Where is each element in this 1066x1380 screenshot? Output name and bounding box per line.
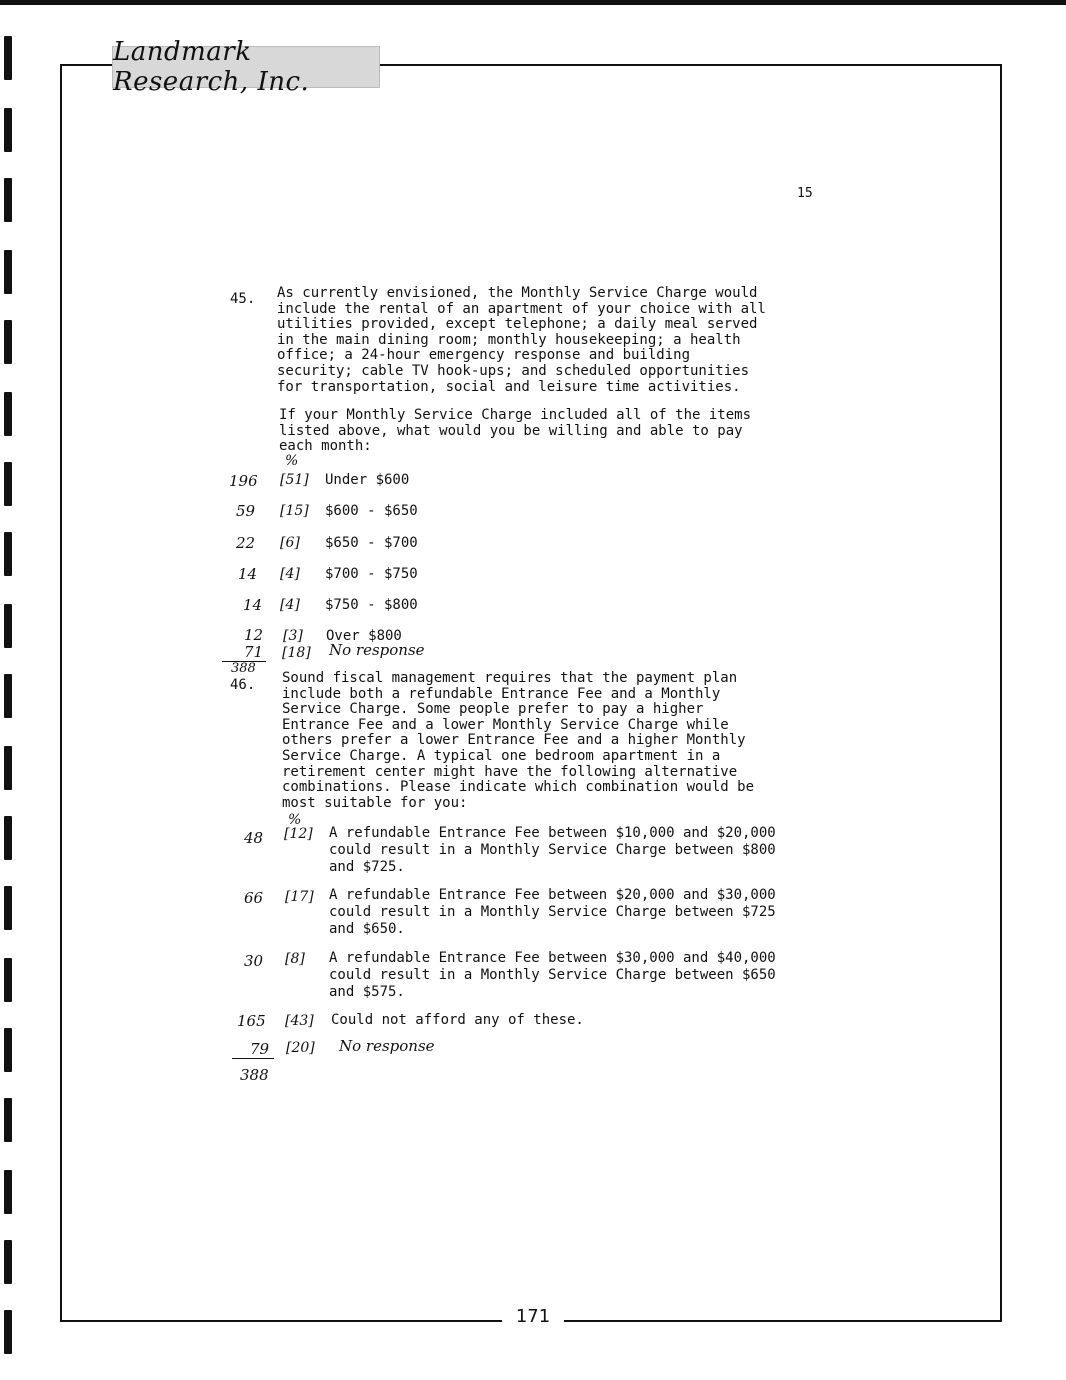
question-number: 46. (230, 677, 256, 693)
response-option: A refundable Entrance Fee between $30,000 and $40,000 could result in a Monthly Service Charge between $650 and $575. (329, 950, 776, 1000)
response-percent: [43] (285, 1013, 314, 1029)
response-option: A refundable Entrance Fee between $20,000 and $30,000 could result in a Monthly Service Charge between $725 and $650. (329, 887, 776, 937)
response-option: $700 - $750 (325, 566, 418, 582)
response-percent: [8] (285, 951, 305, 967)
response-option: No response (329, 641, 425, 659)
page-number: 15 (797, 186, 813, 201)
binding-hole (4, 1310, 12, 1354)
response-count: 22 (236, 534, 256, 552)
response-count: 66 (244, 889, 264, 907)
binding-hole (4, 320, 12, 364)
response-option: $650 - $700 (325, 535, 418, 551)
percent-header: % (288, 812, 302, 828)
binding-hole (4, 1170, 12, 1214)
response-percent: [4] (280, 566, 300, 582)
response-option: A refundable Entrance Fee between $10,000 and $20,000 could result in a Monthly Service Charge between $800 and $725. (329, 825, 776, 875)
binding-hole (4, 674, 12, 718)
binding-hole (4, 532, 12, 576)
binding-hole (4, 250, 12, 294)
response-count: 196 (229, 472, 258, 490)
question-text: As currently envisioned, the Monthly Service Charge would include the rental of an apartment of your choice with all utilities provided, except telephone; a daily meal served in the main dining room; monthly housekeeping; a health office; a 24-hour emergency response and building security; cable TV hook-ups; and scheduled opportunities for transportation, social and leisure time activities. (277, 285, 766, 395)
response-total: 388 (240, 1066, 269, 1084)
response-percent: [4] (280, 597, 300, 613)
footer-page-number: 171 (502, 1306, 564, 1332)
binding-hole (4, 1240, 12, 1284)
binding-hole (4, 958, 12, 1002)
binding-hole (4, 392, 12, 436)
response-percent: [51] (280, 472, 309, 488)
response-option: Under $600 (325, 472, 410, 488)
response-option: Could not afford any of these. (331, 1012, 584, 1028)
binding-hole (4, 108, 12, 152)
response-percent: [3] (283, 628, 303, 644)
response-percent: [20] (286, 1040, 315, 1056)
response-percent: [12] (284, 826, 313, 842)
response-percent: [15] (280, 503, 309, 519)
response-count: 165 (237, 1012, 266, 1030)
company-logo: Landmark Research, Inc. (112, 46, 380, 88)
binding-hole (4, 604, 12, 648)
question-prompt: If your Monthly Service Charge included all of the items listed above, what would you be willing and able to pay each month: (279, 407, 752, 455)
response-count: 59 (236, 502, 256, 520)
percent-header: % (285, 453, 299, 469)
binding-hole (4, 36, 12, 80)
binding-hole (4, 746, 12, 790)
response-count: 12 (244, 626, 264, 644)
top-edge-bar (0, 0, 1066, 5)
response-option: $600 - $650 (325, 503, 418, 519)
response-percent: [18] (282, 645, 311, 661)
binding-hole (4, 1028, 12, 1072)
total-underline (232, 1058, 274, 1059)
response-count: 71 (244, 643, 264, 661)
response-count: 14 (243, 596, 263, 614)
binding-hole (4, 886, 12, 930)
question-text: Sound fiscal management requires that the payment plan include both a refundable Entrance Fee and a Monthly Service Charge. Some people prefer to pay a higher Entrance Fee and a lower Monthly Service Charge while others prefer a lower Entrance Fee and a higher Monthly Service Charge. A typical one bedroom apartment in a retirement center might have the following alternative combinations. Please indicate which combination would be most suitable for you: (282, 670, 755, 811)
response-count: 30 (244, 952, 264, 970)
binding-hole (4, 178, 12, 222)
question-number: 45. (230, 291, 256, 307)
binding-hole (4, 816, 12, 860)
response-count: 14 (238, 565, 258, 583)
response-option: No response (339, 1037, 435, 1055)
response-count: 79 (250, 1040, 270, 1058)
response-percent: [6] (280, 535, 300, 551)
binding-hole (4, 462, 12, 506)
response-count: 48 (244, 829, 264, 847)
binding-hole (4, 1098, 12, 1142)
response-percent: [17] (285, 889, 314, 905)
response-option: $750 - $800 (325, 597, 418, 613)
response-option: Over $800 (326, 628, 402, 644)
response-total: 388 (231, 661, 256, 676)
